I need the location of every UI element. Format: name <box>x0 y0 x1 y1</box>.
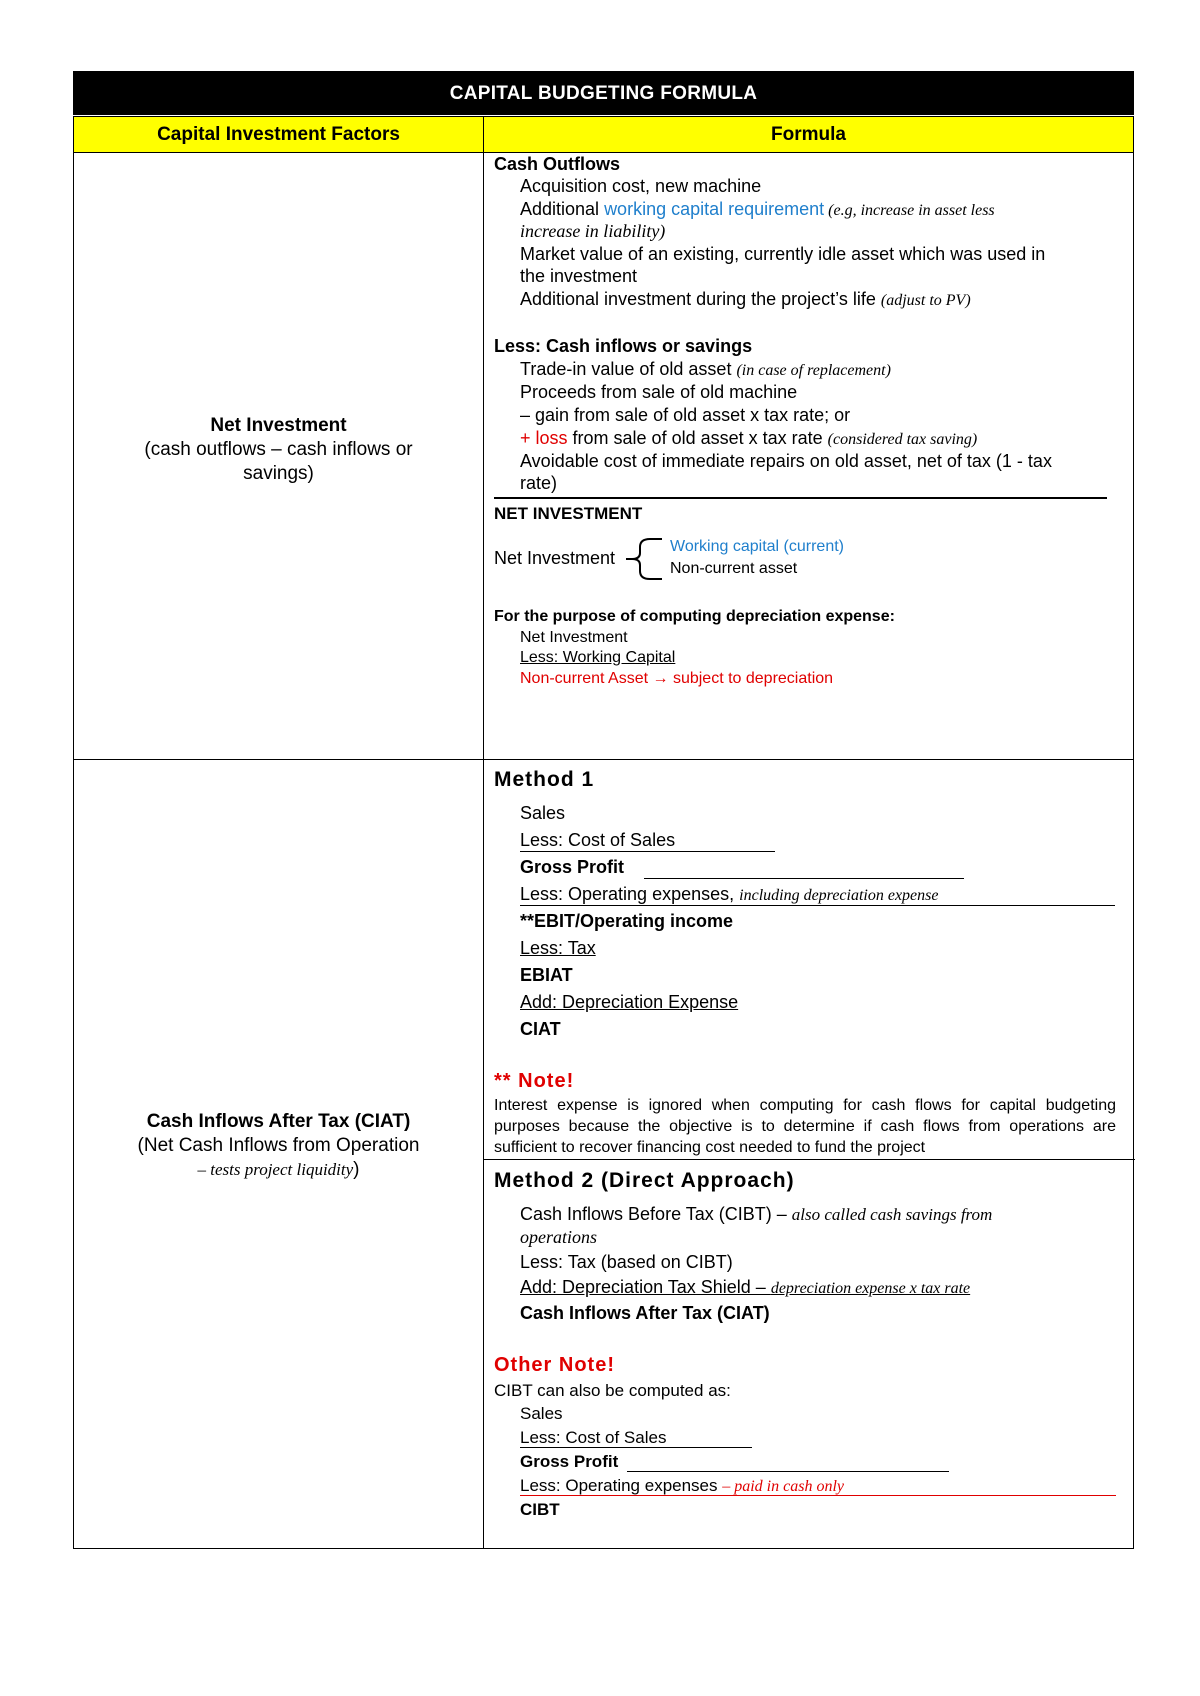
header-factors: Capital Investment Factors <box>73 116 484 153</box>
outflow-item: Market value of an existing, currently idle asset which was used in <box>520 244 1046 264</box>
method-2-heading: Method 2 (Direct Approach) <box>494 1169 795 1192</box>
formula-table <box>73 71 1134 1549</box>
header-formula: Formula <box>483 116 1134 153</box>
outflow-item: Additional investment during the project’s life (adjust to PV) <box>520 289 971 309</box>
net-investment-label: Net Investment <box>494 548 616 568</box>
brace-working-capital: Working capital (current) <box>670 538 844 555</box>
net-investment-formula-cell <box>483 152 1134 760</box>
less-inflows-heading: Less: Cash inflows or savings <box>494 336 753 356</box>
underline <box>520 851 775 852</box>
ciat-subtitle-2: – tests project liquidity) <box>197 1159 360 1180</box>
outflow-item-cont: the investment <box>520 266 638 286</box>
m1-item: EBIAT <box>520 965 573 985</box>
note-heading: ** Note! <box>494 1070 575 1092</box>
note-text: Interest expense is ignored when computing for cash flows for capital budgeting purposes because the objective is to determine if cash flows from operations are sufficient to recover financing cost needed to fund the project <box>494 1097 1116 1156</box>
ciat-formula-cell <box>483 759 1134 1549</box>
underline <box>520 1495 1116 1496</box>
m2-item: Cash Inflows Before Tax (CIBT) – also called cash savings from <box>520 1204 993 1224</box>
ciat-subtitle: (Net Cash Inflows from Operation <box>137 1135 420 1156</box>
net-investment-title: Net Investment <box>210 415 347 436</box>
m1-item: Less: Tax <box>520 938 596 958</box>
m1-item: CIAT <box>520 1019 561 1039</box>
o-item: Gross Profit <box>520 1452 619 1471</box>
other-note-intro: CIBT can also be computed as: <box>494 1381 731 1400</box>
method-divider <box>484 1159 1135 1160</box>
table-title: CAPITAL BUDGETING FORMULA <box>73 71 1134 115</box>
net-investment-label-cell <box>73 152 484 760</box>
inflow-item-cont: rate) <box>520 473 558 493</box>
inflow-item: + loss from sale of old asset x tax rate (considered tax saving) <box>520 428 978 448</box>
m1-item: **EBIT/Operating income <box>520 911 734 931</box>
underline <box>520 905 1115 906</box>
inflow-item: Proceeds from sale of old machine <box>520 382 798 402</box>
outflow-item-cont: increase in liability) <box>520 221 666 241</box>
m2-item: Cash Inflows After Tax (CIAT) <box>520 1303 770 1323</box>
net-investment-subtitle: (cash outflows – cash inflows or savings) <box>144 439 413 484</box>
ciat-label-cell <box>73 759 484 1549</box>
m1-item: Sales <box>520 803 566 823</box>
o-item: Sales <box>520 1404 563 1423</box>
underline <box>644 878 964 879</box>
purpose-item: Non-current Asset → subject to depreciation <box>520 670 834 687</box>
m2-item: Add: Depreciation Tax Shield – depreciation expense x tax rate <box>520 1277 971 1297</box>
inflow-item: Avoidable cost of immediate repairs on old asset, net of tax (1 - tax <box>520 451 1052 471</box>
purpose-item: Less: Working Capital <box>520 649 676 666</box>
brace-icon <box>626 533 666 585</box>
method-1-heading: Method 1 <box>494 768 595 791</box>
purpose-heading: For the purpose of computing depreciation expense: <box>494 608 895 625</box>
outflow-item: Additional working capital requirement (e.g, increase in asset less <box>520 199 995 219</box>
outflow-item: Acquisition cost, new machine <box>520 176 762 196</box>
purpose-item: Net Investment <box>520 629 628 646</box>
m2-item: Less: Tax (based on CIBT) <box>520 1252 733 1272</box>
other-note-heading: Other Note! <box>494 1354 615 1376</box>
m1-item: Add: Depreciation Expense <box>520 992 739 1012</box>
divider <box>494 497 1107 499</box>
m1-item: Less: Cost of Sales <box>520 830 676 850</box>
inflow-item: Trade-in value of old asset (in case of replacement) <box>520 359 891 379</box>
m1-item: Gross Profit <box>520 857 625 877</box>
ciat-title: Cash Inflows After Tax (CIAT) <box>146 1111 411 1132</box>
net-investment-heading: NET INVESTMENT <box>494 504 643 523</box>
m2-item-cont: operations <box>520 1227 598 1247</box>
underline <box>627 1471 949 1472</box>
o-item: Less: Cost of Sales <box>520 1428 667 1447</box>
cash-outflows-heading: Cash Outflows <box>494 154 621 174</box>
inflow-item: – gain from sale of old asset x tax rate; or <box>520 405 851 425</box>
o-item: Less: Operating expenses – paid in cash only <box>520 1476 844 1495</box>
brace-non-current: Non-current asset <box>670 560 798 577</box>
underline <box>520 1447 752 1448</box>
o-item: CIBT <box>520 1500 560 1519</box>
m1-item: Less: Operating expenses, including depreciation expense <box>520 884 939 904</box>
